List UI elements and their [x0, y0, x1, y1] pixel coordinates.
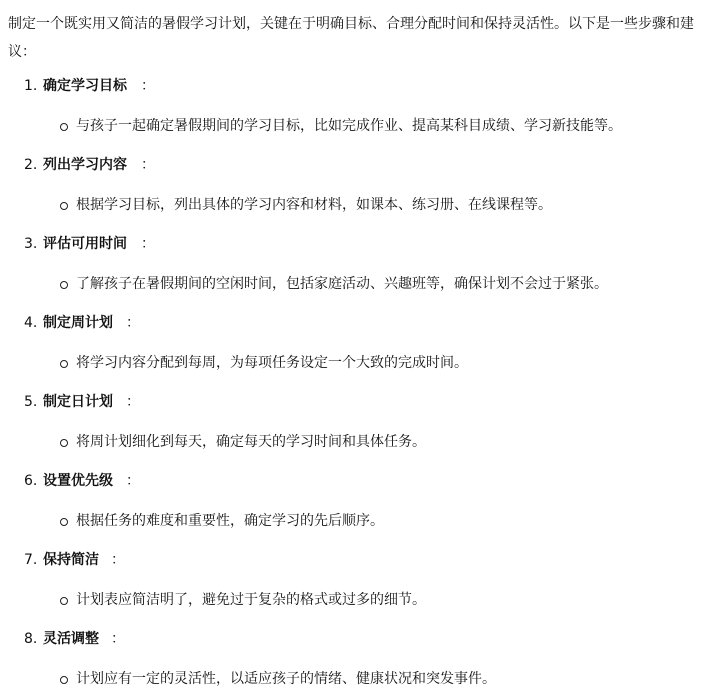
step-number: 1. [24, 78, 38, 94]
step-colon: ： [126, 315, 140, 331]
step-detail: 将周计划细化到每天，确定每天的学习时间和具体任务。 [76, 434, 426, 450]
step-detail: 根据任务的难度和重要性，确定学习的先后顺序。 [76, 513, 384, 529]
step-number: 6. [24, 473, 38, 489]
step-colon: ： [141, 78, 155, 94]
step-colon: ： [126, 394, 140, 410]
step-title: 确定学习目标 [43, 78, 127, 94]
step-number: 4. [24, 315, 38, 331]
step-title: 评估可用时间 [43, 236, 127, 252]
bullet-circle-icon [60, 597, 68, 605]
bullet-circle-icon [60, 360, 68, 368]
step-title: 制定日计划 [43, 394, 113, 410]
bullet-circle-icon [60, 281, 68, 289]
step-colon: ： [111, 552, 125, 568]
step-title: 保持简洁 [43, 552, 99, 568]
bullet-circle-icon [60, 676, 68, 684]
step-title: 灵活调整 [43, 631, 99, 647]
step-number: 8. [24, 631, 38, 647]
step-detail: 计划应有一定的灵活性，以适应孩子的情绪、健康状况和突发事件。 [76, 671, 496, 687]
step-number: 7. [24, 552, 38, 568]
step-number: 3. [24, 236, 38, 252]
step-number: 5. [24, 394, 38, 410]
step-colon: ： [141, 157, 155, 173]
bullet-circle-icon [60, 439, 68, 447]
step-colon: ： [141, 236, 155, 252]
step-detail: 将学习内容分配到每周，为每项任务设定一个大致的完成时间。 [76, 355, 468, 371]
step-title: 列出学习内容 [43, 157, 127, 173]
step-detail: 计划表应简洁明了，避免过于复杂的格式或过多的细节。 [76, 592, 426, 608]
bullet-circle-icon [60, 202, 68, 210]
bullet-circle-icon [60, 518, 68, 526]
step-number: 2. [24, 157, 38, 173]
bullet-circle-icon [60, 123, 68, 131]
intro-paragraph: 制定一个既实用又简洁的暑假学习计划，关键在于明确目标、合理分配时间和保持灵活性。以下是一些步骤和建议： [8, 16, 694, 60]
step-detail: 与孩子一起确定暑假期间的学习目标，比如完成作业、提高某科目成绩、学习新技能等。 [76, 118, 622, 134]
step-colon: ： [126, 473, 140, 489]
step-detail: 了解孩子在暑假期间的空闲时间，包括家庭活动、兴趣班等，确保计划不会过于紧张。 [76, 276, 608, 292]
step-detail: 根据学习目标，列出具体的学习内容和材料，如课本、练习册、在线课程等。 [76, 197, 552, 213]
step-title: 制定周计划 [43, 315, 113, 331]
step-title: 设置优先级 [43, 473, 113, 489]
step-colon: ： [111, 631, 125, 647]
